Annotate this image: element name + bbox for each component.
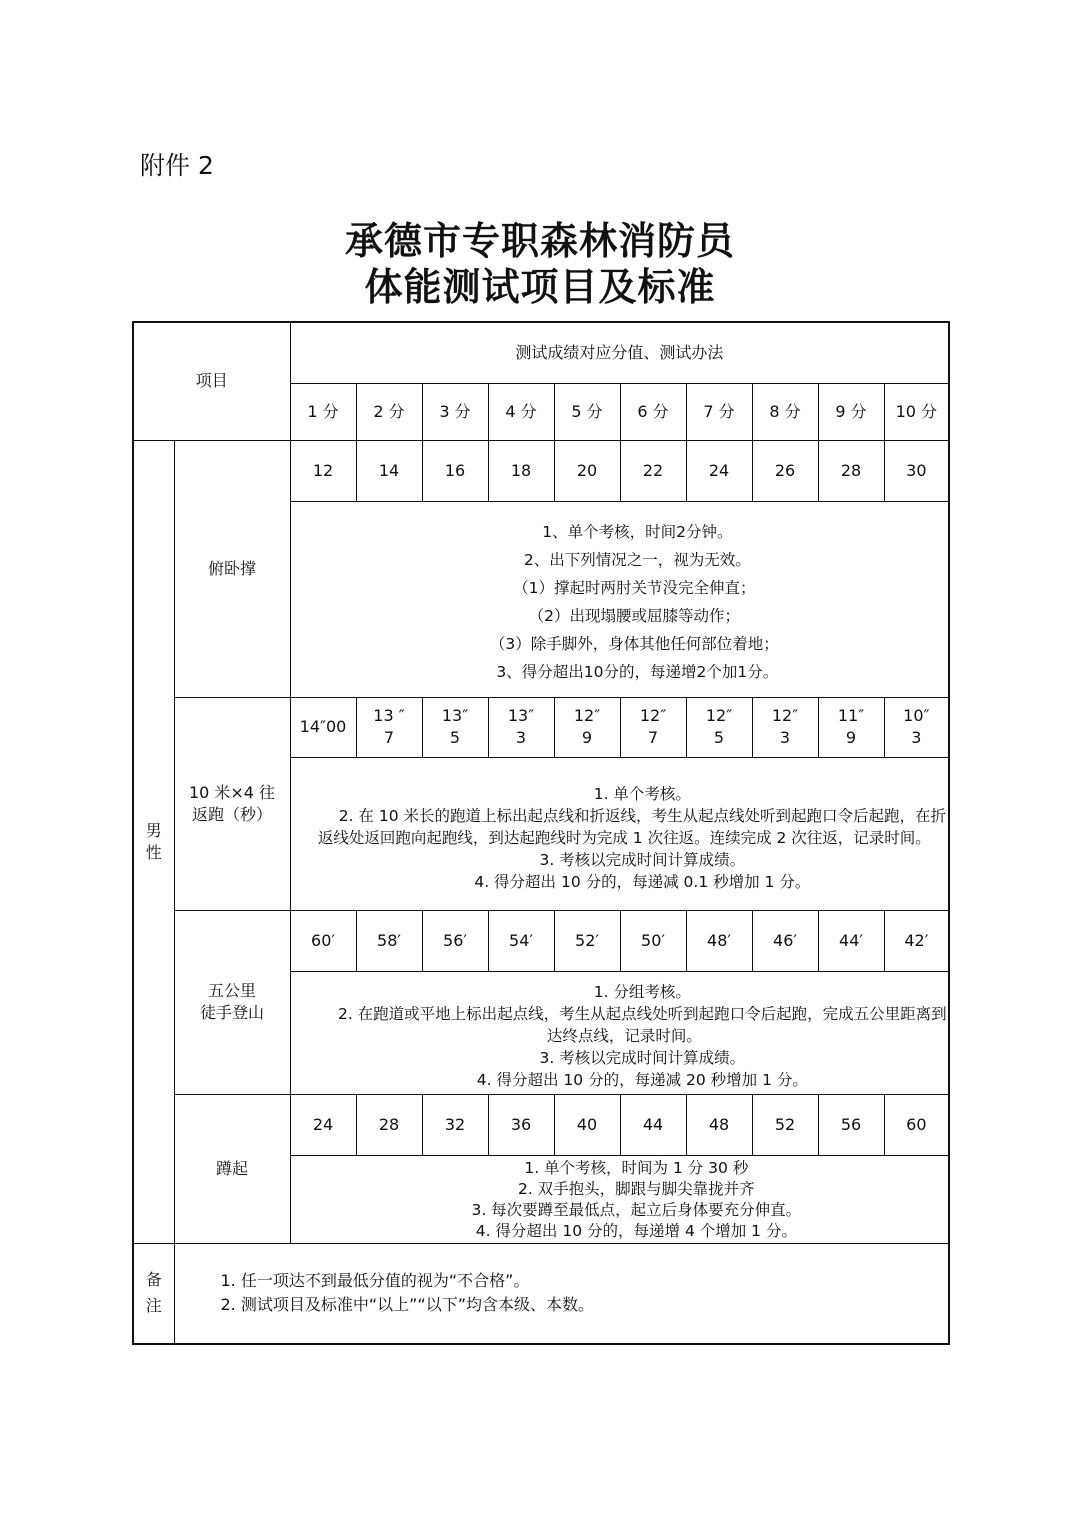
squat-value: 24 <box>290 1094 356 1155</box>
hike-name <box>174 910 290 1094</box>
hike-value: 52′ <box>554 910 620 971</box>
score-level: 3 分 <box>422 383 488 440</box>
shuttle-run-rules <box>290 757 949 910</box>
shuttle-value-sec: 11″ <box>837 706 865 726</box>
shuttle-value-tenth: 3 <box>911 728 922 747</box>
score-level: 6 分 <box>620 383 686 440</box>
shuttle-value-sec: 14″00 <box>299 717 347 737</box>
attachment-label: 附件 2 <box>140 151 214 180</box>
shuttle-value-sec: 13 ″ <box>373 706 405 726</box>
shuttle-value-sec: 10″ <box>903 706 930 726</box>
score-level: 7 分 <box>686 383 752 440</box>
squat-value: 56 <box>818 1094 884 1155</box>
score-level: 2 分 <box>356 383 422 440</box>
score-level: 10 分 <box>884 383 949 440</box>
shuttle-value <box>752 697 818 757</box>
shuttle-value <box>488 697 554 757</box>
squat-rules <box>290 1155 949 1243</box>
rule-line: 1、单个考核，时间2分钟。 <box>542 523 733 541</box>
rule-line: （1）撑起时两肘关节没完全伸直； <box>513 579 756 597</box>
hike-value: 56′ <box>422 910 488 971</box>
hike-value: 42′ <box>884 910 949 971</box>
shuttle-value-tenth: 5 <box>713 728 725 747</box>
shuttle-run-name <box>174 697 290 910</box>
item-header: 项目 <box>133 322 290 440</box>
shuttle-value-tenth: 9 <box>845 728 857 747</box>
pushup-value: 24 <box>686 440 752 501</box>
squat-value: 60 <box>884 1094 949 1155</box>
rule-line: 1. 分组考核。 <box>593 982 691 1001</box>
shuttle-value-sec: 12″ <box>639 706 667 726</box>
remark-label-char: 注 <box>145 1296 162 1316</box>
squat-value: 28 <box>356 1094 422 1155</box>
fitness-standards-table <box>132 321 950 1345</box>
shuttle-value <box>290 697 356 757</box>
squat-value: 44 <box>620 1094 686 1155</box>
hike-rules <box>290 971 949 1094</box>
squat-value: 32 <box>422 1094 488 1155</box>
shuttle-value-sec: 12″ <box>573 706 601 726</box>
shuttle-value-sec: 13″ <box>441 706 469 726</box>
shuttle-value-tenth: 7 <box>383 728 395 747</box>
pushup-value: 16 <box>422 440 488 501</box>
hike-value: 58′ <box>356 910 422 971</box>
score-level: 8 分 <box>752 383 818 440</box>
remarks <box>174 1243 949 1344</box>
pushup-rules <box>290 501 949 697</box>
shuttle-value-sec: 12″ <box>705 706 733 726</box>
pushup-value: 30 <box>884 440 949 501</box>
rule-line: （3）除手脚外，身体其他任何部位着地； <box>489 635 779 653</box>
shuttle-value <box>884 697 949 757</box>
rule-line: 4. 得分超出 10 分的，每递减 0.1 秒增加 1 分。 <box>474 872 811 891</box>
rule-line: 2. 双手抱头，脚跟与脚尖靠拢并齐 <box>517 1180 755 1198</box>
squat-value: 52 <box>752 1094 818 1155</box>
rule-line: 1. 单个考核，时间为 1 分 30 秒 <box>524 1159 749 1177</box>
shuttle-value-sec: 13″ <box>507 706 535 726</box>
shuttle-value <box>686 697 752 757</box>
pushup-value: 20 <box>554 440 620 501</box>
rule-line: 4. 得分超出 10 分的，每递减 20 秒增加 1 分。 <box>476 1070 808 1089</box>
shuttle-run-name-line: 返跑（秒） <box>192 804 273 824</box>
hike-value: 46′ <box>752 910 818 971</box>
rule-line: 1. 单个考核。 <box>593 784 691 803</box>
score-level: 5 分 <box>554 383 620 440</box>
shuttle-value <box>356 697 422 757</box>
pushup-value: 26 <box>752 440 818 501</box>
pushup-value: 22 <box>620 440 686 501</box>
shuttle-value-tenth: 5 <box>449 728 461 747</box>
rule-line: 4. 得分超出 10 分的，每递增 4 个增加 1 分。 <box>475 1222 797 1240</box>
shuttle-value <box>422 697 488 757</box>
pushup-value: 18 <box>488 440 554 501</box>
shuttle-value-tenth: 7 <box>647 728 659 747</box>
shuttle-value-tenth: 3 <box>515 728 527 747</box>
group-label-char: 男 <box>145 820 162 840</box>
squat-value: 40 <box>554 1094 620 1155</box>
hike-value: 48′ <box>686 910 752 971</box>
shuttle-value-tenth: 3 <box>779 728 791 747</box>
remark-line: 2. 测试项目及标准中“以上”“以下”均含本级、本数。 <box>220 1295 595 1315</box>
shuttle-value <box>620 697 686 757</box>
rule-line: 3. 考核以完成时间计算成绩。 <box>539 850 746 869</box>
rule-line: 2. 在 10 米长的跑道上标出起点线和折返线，考生从起点线处听到起跑口令后起跑，在折返线处返回跑向起跑线，到达起跑线时为完成 1 次往返。连续完成 2 次往返，记录时间。 <box>317 806 946 847</box>
hike-value: 60′ <box>290 910 356 971</box>
pushup-value: 14 <box>356 440 422 501</box>
score-header: 测试成绩对应分值、测试办法 <box>290 322 949 383</box>
squat-value: 36 <box>488 1094 554 1155</box>
shuttle-run-name-line: 10 米×4 往 <box>188 782 276 802</box>
score-level: 1 分 <box>290 383 356 440</box>
rule-line: （2）出现塌腰或屈膝等动作； <box>528 607 741 625</box>
hike-name-line: 五公里 <box>208 981 257 1001</box>
group-label-male <box>133 440 174 1243</box>
squat-name: 蹲起 <box>174 1094 290 1243</box>
remark-line: 1. 任一项达不到最低分值的视为“不合格”。 <box>220 1271 530 1291</box>
pushup-name: 俯卧撑 <box>174 440 290 697</box>
remark-label <box>133 1243 174 1344</box>
pushup-value: 28 <box>818 440 884 501</box>
shuttle-value <box>818 697 884 757</box>
document-title-line-1: 承德市专职森林消防员 <box>344 219 735 263</box>
hike-name-line: 徒手登山 <box>200 1003 265 1022</box>
pushup-value: 12 <box>290 440 356 501</box>
squat-value: 48 <box>686 1094 752 1155</box>
hike-value: 44′ <box>818 910 884 971</box>
rule-line: 2、出下列情况之一，视为无效。 <box>523 551 751 569</box>
score-level: 4 分 <box>488 383 554 440</box>
document-title-line-2: 体能测试项目及标准 <box>364 265 716 309</box>
hike-value: 54′ <box>488 910 554 971</box>
hike-value: 50′ <box>620 910 686 971</box>
group-label-char: 性 <box>145 842 162 862</box>
rule-line: 3. 考核以完成时间计算成绩。 <box>539 1048 746 1067</box>
remark-label-char: 备 <box>145 1270 162 1290</box>
shuttle-value-tenth: 9 <box>581 728 593 747</box>
rule-line: 3. 每次要蹲至最低点，起立后身体要充分伸直。 <box>471 1201 802 1219</box>
rule-line: 2. 在跑道或平地上标出起点线，考生从起点线处听到起跑口令后起跑，完成五公里距离到达终点线，记录时间。 <box>337 1004 947 1045</box>
shuttle-value-sec: 12″ <box>771 706 799 726</box>
score-level: 9 分 <box>818 383 884 440</box>
shuttle-value <box>554 697 620 757</box>
rule-line: 3、得分超出10分的，每递增2个加1分。 <box>496 663 779 681</box>
